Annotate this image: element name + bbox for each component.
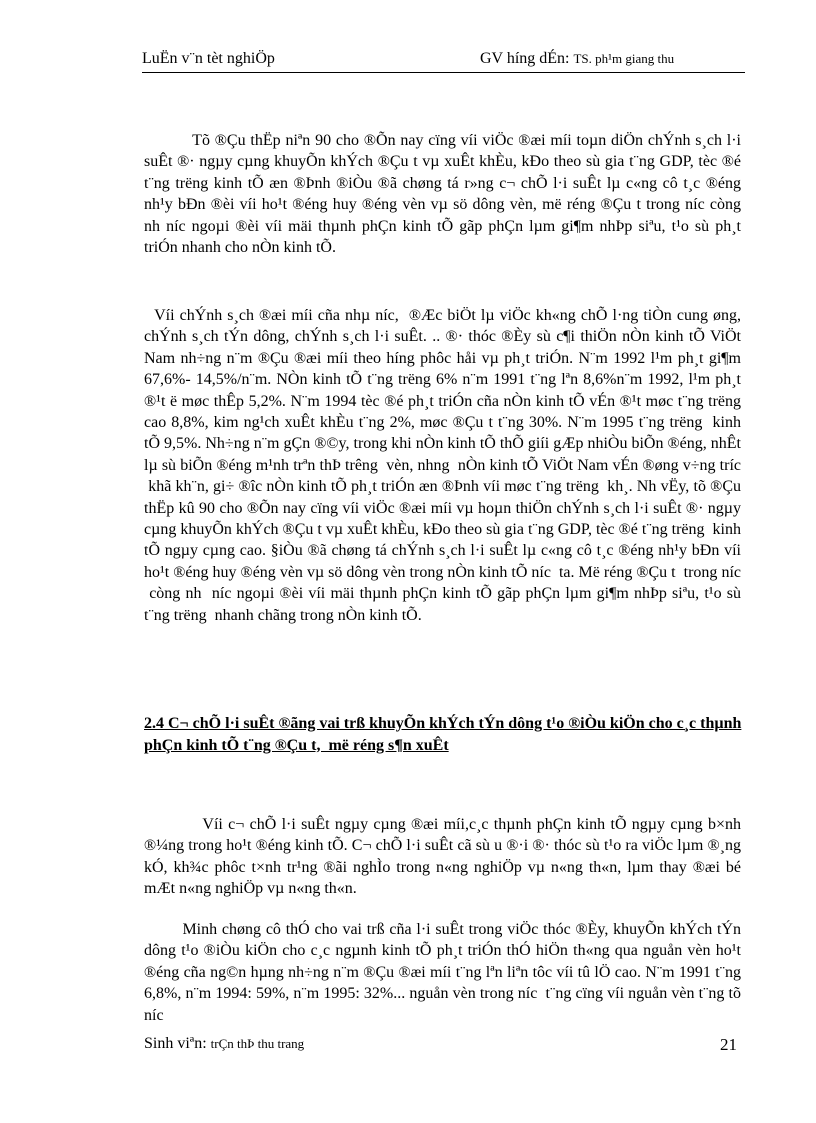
page-header xyxy=(142,50,745,73)
header-advisor xyxy=(480,50,674,68)
paragraph-1: Tõ ®Çu thËp niªn 90 cho ®Õn nay cïng víi viÖc ®æi míi toµn diÖn chÝnh s¸ch l·i suÊt ®· ngµy cµng khuyÕn khÝch ®Çu t vµ xuÊt khÈu, kÐo theo sù gia t¨ng GDP, tèc ®é t¨ng trëng kinh tÕ æn ®Þnh ®iÒu ®ã chøng tá r»ng c¬ chÕ l·i suÊt lµ c«ng cô t¸c ®éng nh¹y bÐn ®èi víi ho¹t ®éng huy ®éng vèn vµ sö dông vèn, më réng ®Çu t trong níc còng nh níc ngoµi ®èi víi mäi thµnh phÇn kinh tÕ gãp phÇn lµm gi¶m nhÞp siªu, t¹o sù ph¸t triÓn nhanh cho nÒn kinh tÕ. xyxy=(144,132,741,257)
section-heading: 2.4 C¬ chÕ l·i suÊt ®ãng vai trß khuyÕn khÝch tÝn dông t¹o ®iÒu kiÖn cho c¸c thµnh phÇn kinh tÕ t¨ng ®Çu t, më réng s¶n xuÊt xyxy=(144,715,742,754)
page-footer-student xyxy=(144,1035,304,1053)
footer-student-name: trÇn thÞ thu trang xyxy=(210,1036,305,1051)
header-advisor-name: TS. ph¹m giang thu xyxy=(573,51,675,66)
header-advisor-label: GV híng dÉn: xyxy=(480,50,570,67)
header-thesis-label: LuËn v¨n tèt nghiÖp xyxy=(142,50,275,67)
paragraph-4: Minh chøng cô thÓ cho vai trß cña l·i suÊt trong viÖc thóc ®Èy, khuyÕn khÝch tÝn dông t¹o ®iÒu kiÖn cho c¸c ngµnh kinh tÕ ph¸t triÓn thÓ hiÖn th«ng qua nguån vèn ho¹t ®éng cña ng©n hµng nh÷ng n¨m ®Çu ®æi míi t¨ng lªn liªn tôc víi tû lÖ cao. N¨m 1991 t¨ng 6,8%, n¨m 1994: 59%, n¨m 1995: 32%... nguån vèn trong níc t¨ng cïng víi nguån vèn t¨ng tõ níc xyxy=(144,921,741,1024)
footer-student-label: Sinh viªn: xyxy=(144,1035,207,1052)
page-number: 21 xyxy=(720,1035,737,1054)
paragraph-2: Víi chÝnh s¸ch ®æi míi cña nhµ níc, ®Æc biÖt lµ viÖc kh«ng chÕ l·ng tiÒn cung øng, chÝnh s¸ch tÝn dông, chÝnh s¸ch l·i suÊt. .. ®· thóc ®Èy sù c¶i thiÖn nÒn kinh tÕ ViÖt Nam nh÷ng n¨m ®Çu ®æi míi theo híng phôc håi vµ ph¸t triÓn. N¨m 1992 l¹m ph¸t gi¶m 67,6%- 14,5%/n¨m. NÒn kinh tÕ t¨ng trëng 6% n¨m 1991 t¨ng lªn 8,6%n¨m 1992, l¹m ph¸t ®¹t ë møc thÊp 5,2%. N¨m 1994 tèc ®é ph¸t triÓn cña nÒn kinh tÕ vÉn ®¹t møc t¨ng trëng cao 8,8%, kim ng¹ch xuÊt khÈu t¨ng 2%, møc ®Çu t t¨ng 30%. N¨m 1995 t¨ng trëng kinh tÕ 9,5%. Nh÷ng n¨m gÇn ®©y, trong khi nÒn kinh tÕ thÕ giíi gÆp nhiÒu biÕn ®éng, nhÊt lµ sù biÕn ®éng m¹nh trªn thÞ trêng vèn, nhng nÒn kinh tÕ ViÖt Nam vÉn ®øng v÷ng tríc khã kh¨n, gi÷ ®îc nÒn kinh tÕ ph¸t triÓn æn ®Þnh víi møc t¨ng trëng kh¸. Nh vËy, tõ ®Çu thËp kû 90 cho ®Õn nay cïng víi viÖc ®æi míi vµ hoµn thiÖn chÝnh s¸ch l·i suÊt ®· ngµy cµng khuyÕn khÝch ®Çu t vµ xuÊt khÈu, kÐo theo sù gia t¨ng GDP, tèc ®é t¨ng trëng kinh tÕ ngµy cµng cao. §iÒu ®ã chøng tá chÝnh s¸ch l·i suÊt lµ c«ng cô t¸c ®éng nh¹y bÐn víi ho¹t ®éng huy ®éng vèn vµ sö dông vèn trong nÒn kinh tÕ níc ta. Më réng ®Çu t trong níc còng nh níc ngoµi ®èi víi mäi thµnh phÇn kinh tÕ gãp phÇn lµm gi¶m nhÞp siªu, t¹o sù t¨ng trëng nhanh chãng trong nÒn kinh tÕ. xyxy=(144,307,741,624)
paragraph-3: Víi c¬ chÕ l·i suÊt ngµy cµng ®æi míi,c¸c thµnh phÇn kinh tÕ ngµy cµng b×nh ®¼ng trong ho¹t ®éng kinh tÕ. C¬ chÕ l·i suÊt cã sù u ®·i ®· thóc sù t¹o ra viÖc lµm ®¸ng kÓ, kh¾c phôc t×nh tr¹ng ®ãi nghÌo trong n«ng nghiÖp vµ n«ng th«n, lµm thay ®æi bé mÆt n«ng nghiÖp vµ n«ng th«n. xyxy=(144,816,741,898)
